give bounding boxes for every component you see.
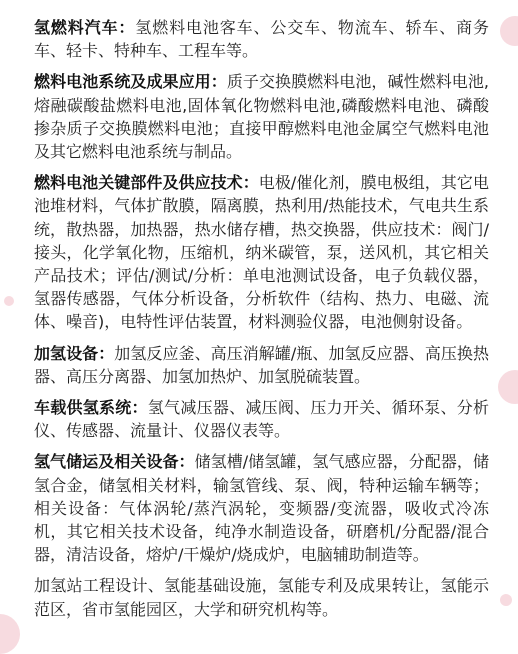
section-onboard-hydrogen-supply (34, 396, 489, 442)
section-label: 加氢设备： (34, 343, 115, 363)
section-text: 加氢站工程设计、氢能基础设施，氢能专利及成果转让，氢能示范区，省市氢能园区，大学和研究机构等。 (34, 576, 489, 619)
section-label: 氢燃料汽车： (34, 18, 136, 37)
section-text: 储氢槽/储氢罐，氢气感应器，分配器，储氢合金，储氢相关材料，输氢管线、泵、阀，特种运输车辆等；相关设备：气体涡轮/蒸汽涡轮，变频器/变流器，吸收式冷冻机，其它相关技术设备，纯净水制造设备，研磨机/分配器/混合器，清洁设备，熔炉/干燥炉/烧成炉，电脑辅助制造等。 (34, 452, 489, 565)
decorative-circle (498, 370, 518, 404)
decorative-circle (4, 296, 14, 306)
decorative-circle (500, 594, 512, 606)
section-label: 氢气储运及相关设备： (34, 452, 195, 472)
section-text: 电极/催化剂，膜电极组，其它电池堆材料，气体扩散膜，隔离膜，热利用/热能技术，气电共生系统，散热器，加热器，热水储存槽，热交换器，供应技术：阀门/接头，化学氧化物，压缩机，纳米碳管，泵，送风机，其它相关产品技术；评估/测试/分析：单电池测试设备，电子负载仪器，氢器传感器，气体分析设备，分析软件（结构、热力、电磁、流体、噪音)，电特性评估装置，材料测验仪器，电池侧射设备。 (34, 173, 489, 332)
section-infrastructure (34, 574, 489, 620)
section-key-components (34, 171, 489, 333)
section-fuel-cell-systems (34, 70, 489, 163)
section-text: 加氢反应釜、高压消解罐/瓶、加氢反应器、高压换热器、高压分离器、加氢加热炉、加氢脱硫装置。 (34, 343, 489, 386)
section-text: 氢气减压器、减压阀、压力开关、循环泵、分析仪、传感器、流量计、仪器仪表等。 (34, 398, 489, 441)
decorative-circle (500, 16, 518, 46)
section-label: 车载供氢系统： (34, 398, 148, 418)
section-hydrogen-vehicles (34, 16, 489, 62)
exhibit-scope-text (34, 16, 489, 629)
section-text: 氢燃料电池客车、公交车、物流车、轿车、商务车、轻卡、特种车、工程车等。 (34, 18, 489, 61)
decorative-circle (0, 614, 20, 654)
section-hydrogenation-equipment (34, 342, 489, 388)
section-label: 燃料电池关键部件及供应技术： (34, 173, 259, 193)
section-hydrogen-storage-transport (34, 450, 489, 566)
section-label: 燃料电池系统及成果应用： (34, 72, 227, 92)
section-text: 质子交换膜燃料电池，碱性燃料电池,熔融碳酸盐燃料电池,固体氧化物燃料电池,磷酸燃料电池、磷酸掺杂质子交换膜燃料电池；直接甲醇燃料电池金属空气燃料电池及其它燃料电池系统与制品。 (34, 72, 489, 162)
